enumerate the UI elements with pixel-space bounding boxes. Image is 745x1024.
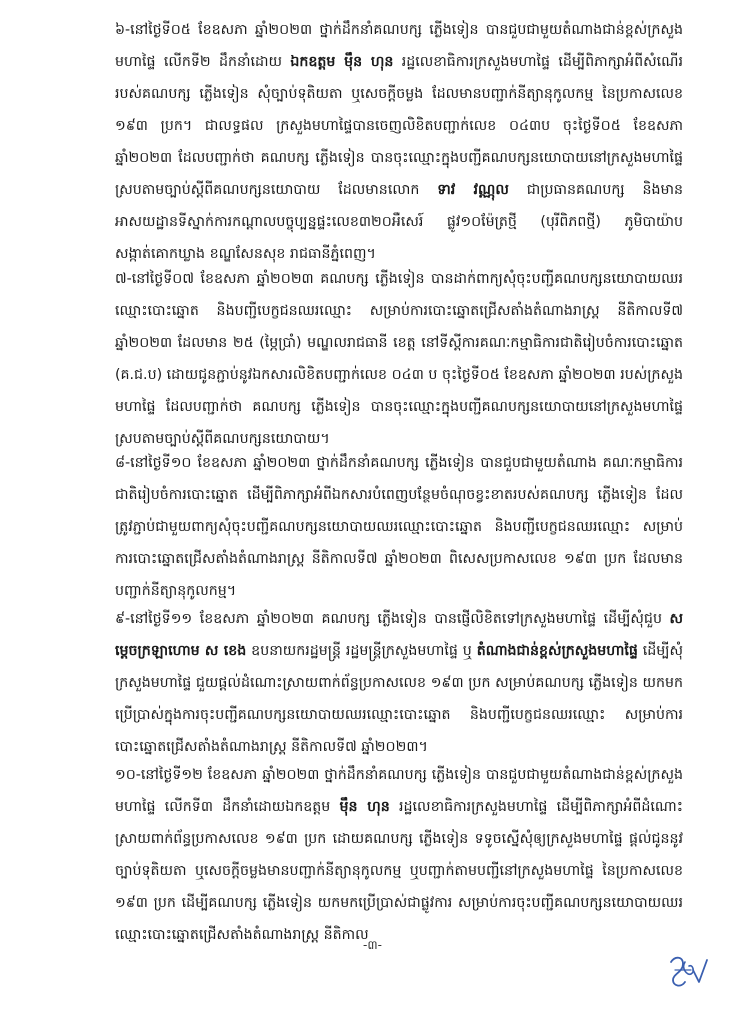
paragraph-text: ៩-នៅថ្ងៃទី១១ ខែឧសភា ឆ្នាំ២០២៣ គណបក្ស ភ្លើងទៀន បានផ្ញើលិខិតទៅក្រសួងមហាផ្ទៃ ដើម្បីសុំជួប (115, 611, 670, 627)
page-number: -៣- (363, 938, 382, 952)
paragraph-8 (115, 447, 683, 607)
paragraph-text: ១០-នៅថ្ងៃទី១២ ខែឧសភា ឆ្នាំ២០២៣ ថ្នាក់ដឹកនាំគណបក្ស ភ្លើងទៀន បានជួបជាមួយតំណាងជាន់ខ្ពស់ក្រសួងមហាផ្ទៃ លើកទី៣ ដឹកនាំដោយឯកឧត្តម (115, 767, 683, 815)
paragraph-text: រដ្ឋលេខាធិការក្រសួងមហាផ្ទៃ ដើម្បីពិភាក្សាអំពីសំណើររបស់គណបក្ស ភ្លើងទៀន សុំច្បាប់ទុតិយតា ឬសេចក្តីចម្លង ដែលមានបញ្ជាក់នីត្យានុកូលកម្ម នៃប្រកាសលេខ ១៩៣ ប្រក។ ជាលទ្ធផល ក្រសួងមហាផ្ទៃបានចេញលិខិតបញ្ជាក់លេខ ០៤៣ប ចុះថ្ងៃទី០៥ ខែឧសភា ឆ្នាំ២០២៣ ដែលបញ្ជាក់ថា គណបក្ស ភ្លើងទៀន បានចុះឈ្មោះក្នុងបញ្ជីគណបក្សនយោបាយនៅក្រសួងមហាផ្ទៃ ស្របតាមច្បាប់ស្តីពីគណបក្សនយោបាយ ដែលមានលោក (115, 54, 684, 198)
paragraph-text: ជាប្រធានគណបក្ស និងមានអាសយដ្ឋានទីស្នាក់ការកណ្តាលបច្ចុប្បន្នផ្ទះលេខ៣២០អឺសេរ៍ ផ្លូវ១០ម៉ែត្រថ្មី (បុរីពិភពថ្មី) ភូមិបាយ៉ាប សង្កាត់គោកឃ្លាង ខណ្ឌសែនសុខ រាជធានីភ្នំពេញ។ (115, 182, 683, 262)
paragraph-text: ដើម្បីសុំក្រសួងមហាផ្ទៃ ជួយផ្តល់ដំណោះស្រាយពាក់ព័ន្ធប្រកាសលេខ ១៩៣ ប្រក សម្រាប់គណបក្ស ភ្លើងទៀន យកមកប្រើប្រាស់ក្នុងការចុះបញ្ជីគណបក្សនយោបាយឈរឈ្មោះបោះឆ្នោត និងបញ្ជីបេក្ខជនឈរឈ្មោះ សម្រាប់ការបោះឆ្នោតជ្រើសតាំងតំណាងរាស្ត្រ នីតិកាលទី៧ ឆ្នាំ២០២៣។ (115, 643, 683, 755)
paragraph-10 (115, 759, 683, 951)
paragraph-7 (115, 263, 683, 455)
paragraph-text: រដ្ឋលេខាធិការក្រសួងមហាផ្ទៃ ដើម្បីពិភាក្សាអំពីដំណោះស្រាយពាក់ព័ន្ធប្រកាសលេខ ១៩៣ ប្រក ដោយគណបក្ស ភ្លើងទៀន ទទូចស្នើសុំឲ្យក្រសួងមហាផ្ទៃ ផ្តល់ជូននូវច្បាប់ទុតិយតា ឬសេចក្តីចម្លងមានបញ្ជាក់នីត្យានុកូលកម្ម ឬបញ្ជាក់តាមបញ្ជីនៅក្រសួងមហាផ្ទៃ នៃប្រកាសលេខ ១៩៣ ប្រក ដើម្បីគណបក្ស ភ្លើងទៀន យកមកប្រើប្រាស់ជាផ្លូវការ សម្រាប់ការចុះបញ្ជីគណបក្សនយោបាយឈរឈ្មោះបោះឆ្នោតជ្រើសតាំងតំណាងរាស្ត្រ នីតិកាល (115, 799, 683, 943)
paragraph-text: ឧបនាយករដ្ឋមន្ត្រី រដ្ឋមន្ត្រីក្រសួងមហាផ្ទៃ ឬ (246, 643, 477, 659)
paragraph-text: ៧-នៅថ្ងៃទី០៧ ខែឧសភា ឆ្នាំ២០២៣ គណបក្ស ភ្លើងទៀន បានដាក់ពាក្យសុំចុះបញ្ជីគណបក្សនយោបាយឈរឈ្មោះបោះឆ្នោត និងបញ្ជីបេក្ខជនឈរឈ្មោះ សម្រាប់ការបោះឆ្នោតជ្រើសតាំងតំណាងរាស្ត្រ នីតិកាលទី៧ ឆ្នាំ២០២៣ ដែលមាន ២៥ (ម្ភៃប្រាំ) មណ្ឌលរាជធានី ខេត្ត នៅទីស្តីការគណៈកម្មាធិការជាតិរៀបចំការបោះឆ្នោត (គ.ជ.ប) ដោយជូនភ្ជាប់នូវឯកសារលិខិតបញ្ជាក់លេខ ០៤៣ ប ចុះថ្ងៃទី០៥ ខែឧសភា ឆ្នាំ២០២៣ របស់ក្រសួងមហាផ្ទៃ ដែលបញ្ជាក់ថា គណបក្ស ភ្លើងទៀន បានចុះឈ្មោះក្នុងបញ្ជីគណបក្សនយោបាយនៅក្រសួងមហាផ្ទៃ ស្របតាមច្បាប់ស្តីពីគណបក្សនយោបាយ។ (115, 271, 683, 447)
official-title: តំណាងជាន់ខ្ពស់ក្រសួងមហាផ្ទៃ (476, 643, 638, 659)
paragraph-6 (115, 14, 683, 270)
paragraph-text: ៨-នៅថ្ងៃទី១០ ខែឧសភា ឆ្នាំ២០២៣ ថ្នាក់ដឹកនាំគណបក្ស ភ្លើងទៀន បានជួបជាមួយតំណាង គណៈកម្មាធិការជាតិរៀបចំការបោះឆ្នោត ដើម្បីពិភាក្សាអំពីឯកសារបំពេញបន្ថែមចំណុចខ្វះខាតរបស់គណបក្ស ភ្លើងទៀន ដែលត្រូវភ្ជាប់ជាមួយពាក្យសុំចុះបញ្ជីគណបក្សនយោបាយឈរឈ្មោះបោះឆ្នោត និងបញ្ជីបេក្ខជនឈរឈ្មោះ សម្រាប់ការបោះឆ្នោតជ្រើសតាំងតំណាងរាស្ត្រ នីតិកាលទី៧ ឆ្នាំ២០២៣ ពិសេសប្រកាសលេខ ១៩៣ ប្រក ដែលមានបញ្ជាក់នីត្យានុកូលកម្ម។ (115, 455, 683, 599)
official-name: ឯកឧត្តម ម៉ឹន ហុន (290, 54, 394, 70)
official-name: ម៉ឹន ហុន (339, 799, 390, 815)
party-president-name: ទាវ វណ្ណុល (437, 182, 509, 198)
handwritten-initials-signature (665, 952, 713, 992)
paragraph-9 (115, 603, 683, 763)
official-name: សម្តេចក្រឡាហោម ស ខេង (115, 611, 683, 659)
paragraph-text: ៦-នៅថ្ងៃទី០៥ ខែឧសភា ឆ្នាំ២០២៣ ថ្នាក់ដឹកនាំគណបក្ស ភ្លើងទៀន បានជួបជាមួយតំណាងជាន់ខ្ពស់ក្រសួងមហាផ្ទៃ លើកទី២ ដឹកនាំដោយ (115, 22, 683, 70)
